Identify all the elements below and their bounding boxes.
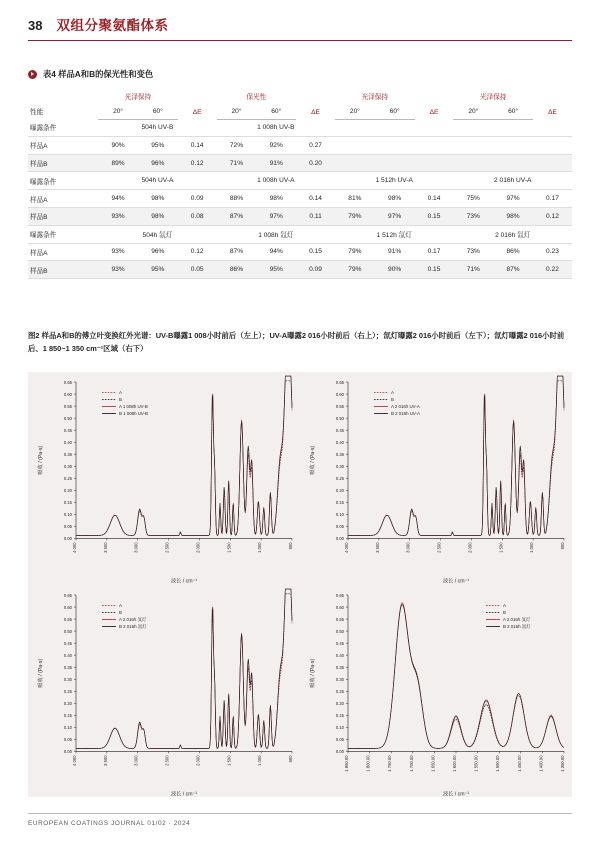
svg-text:1 000: 1 000 [529, 542, 535, 553]
cell: 98% [138, 190, 178, 208]
chart-xenon-2016h-zoom [300, 585, 572, 798]
svg-text:0.15: 0.15 [63, 712, 72, 718]
condition-0-0: 504h UV-B [98, 119, 216, 136]
row-label-2-0: 样品A [28, 243, 98, 261]
cell: 79% [335, 207, 375, 225]
svg-text:0.40: 0.40 [63, 652, 72, 658]
svg-text:0.45: 0.45 [335, 427, 344, 433]
cell: 95% [256, 261, 296, 279]
svg-text:500: 500 [288, 542, 293, 550]
table-condition-row [28, 172, 572, 190]
condition-2-2: 1 512h 氙灯 [335, 225, 453, 243]
cell: 97% [256, 207, 296, 225]
svg-text:0.00: 0.00 [335, 536, 344, 542]
svg-text:0.55: 0.55 [63, 616, 72, 622]
svg-text:0.40: 0.40 [335, 439, 344, 445]
cell: 79% [335, 261, 375, 279]
page-header [28, 14, 572, 41]
chart-svg-xenon [28, 585, 300, 798]
svg-text:吸收 / (Pa·s): 吸收 / (Pa·s) [38, 658, 44, 688]
page-footer [28, 813, 572, 827]
gloss-retention-table [28, 88, 572, 279]
arrow-bullet-icon [28, 70, 37, 79]
svg-text:2 500: 2 500 [164, 542, 170, 553]
svg-text:0.25: 0.25 [63, 688, 72, 694]
footer-text: EUROPEAN COATINGS JOURNAL 01/02 · 2024 [28, 820, 191, 827]
svg-text:3 500: 3 500 [102, 542, 108, 553]
svg-text:0.30: 0.30 [63, 464, 72, 470]
cell: 95% [138, 261, 178, 279]
svg-text:0.20: 0.20 [63, 488, 72, 494]
table-condition-row [28, 225, 572, 243]
svg-text:0.20: 0.20 [335, 700, 344, 706]
svg-text:0.20: 0.20 [63, 700, 72, 706]
angle-1-c: 60° [375, 105, 415, 119]
condition-label-1: 曝露条件 [28, 172, 98, 190]
angle-1-b: 60° [256, 105, 296, 119]
svg-text:2 000: 2 000 [195, 542, 201, 553]
row-label-1-1: 样品B [28, 207, 98, 225]
svg-text:B 2 016h UV-A: B 2 016h UV-A [391, 411, 421, 417]
cell: 0.20 [296, 154, 335, 172]
svg-text:500: 500 [288, 754, 293, 762]
svg-text:1 650.00: 1 650.00 [430, 754, 436, 772]
table-row [28, 136, 572, 154]
cell: 0.22 [533, 261, 572, 279]
svg-text:0.55: 0.55 [335, 403, 344, 409]
svg-text:0.05: 0.05 [63, 736, 72, 742]
cell: 97% [493, 190, 533, 208]
svg-text:0.60: 0.60 [63, 604, 72, 610]
cell: 0.27 [296, 136, 335, 154]
row-label-0-1: 样品B [28, 154, 98, 172]
svg-text:0.65: 0.65 [63, 379, 72, 385]
svg-text:3 000: 3 000 [133, 754, 139, 766]
group-header-4: 光泽保持 [361, 94, 388, 102]
svg-text:3 500: 3 500 [374, 542, 380, 553]
cell: 96% [138, 243, 178, 261]
svg-text:0.25: 0.25 [63, 476, 72, 482]
cell: 0.08 [178, 207, 217, 225]
svg-text:A: A [391, 390, 394, 396]
cell: 86% [217, 261, 257, 279]
table-row [28, 190, 572, 208]
cell: 98% [138, 207, 178, 225]
svg-text:1 500: 1 500 [226, 754, 232, 766]
condition-1-3: 2 016h UV-A [453, 172, 572, 190]
angle-0-d: 20° [453, 105, 493, 119]
svg-text:0.50: 0.50 [63, 628, 72, 634]
svg-text:1 500: 1 500 [226, 542, 232, 553]
cell: 87% [217, 207, 257, 225]
angle-0-b: 20° [217, 105, 257, 119]
cell: 0.12 [178, 154, 217, 172]
condition-0-1: 1 008h UV-B [217, 119, 335, 136]
group-header-1: ΔE [192, 108, 202, 116]
svg-text:A 2 016h 氙灯: A 2 016h 氙灯 [119, 616, 147, 622]
svg-text:0.30: 0.30 [335, 676, 344, 682]
cell: 0.17 [533, 190, 572, 208]
cell: 0.15 [415, 261, 454, 279]
svg-text:A 1 008h UV-B: A 1 008h UV-B [119, 404, 148, 410]
condition-1-1: 1 008h UV-A [217, 172, 335, 190]
svg-text:0.30: 0.30 [335, 464, 344, 470]
svg-text:0.35: 0.35 [63, 451, 72, 457]
svg-text:1 750.00: 1 750.00 [387, 754, 393, 772]
cell: 96% [138, 154, 178, 172]
angle-0-c: 20° [335, 105, 375, 119]
svg-text:0.10: 0.10 [335, 724, 344, 730]
svg-text:3 500: 3 500 [102, 754, 108, 766]
svg-text:0.50: 0.50 [335, 628, 344, 634]
svg-text:A 2 016h UV-A: A 2 016h UV-A [391, 404, 420, 410]
svg-text:0.45: 0.45 [63, 640, 72, 646]
svg-text:4 000: 4 000 [72, 542, 77, 553]
condition-label-0: 曝露条件 [28, 119, 98, 136]
cell: 0.17 [415, 243, 454, 261]
svg-text:0.15: 0.15 [335, 500, 344, 506]
cell: 0.05 [178, 261, 217, 279]
angle-0-a: 20° [98, 105, 138, 119]
col-property: 性能 [30, 108, 44, 116]
chart-svg-uv-b [28, 372, 300, 585]
cell: 79% [335, 243, 375, 261]
svg-text:2 000: 2 000 [195, 754, 201, 766]
cell: 89% [98, 154, 138, 172]
condition-1-2: 1 512h UV-A [335, 172, 453, 190]
condition-2-3: 2 016h 氙灯 [453, 225, 572, 243]
svg-text:3 000: 3 000 [133, 542, 139, 553]
svg-text:0.35: 0.35 [335, 664, 344, 670]
svg-text:0.05: 0.05 [335, 524, 344, 530]
svg-text:1 850.00: 1 850.00 [344, 754, 349, 772]
svg-text:0.15: 0.15 [335, 712, 344, 718]
svg-text:0.00: 0.00 [335, 748, 344, 754]
svg-text:0.20: 0.20 [335, 488, 344, 494]
cell: 0.23 [533, 243, 572, 261]
page-title: 双组分聚氨酯体系 [56, 18, 169, 33]
svg-text:波长 / cm⁻¹: 波长 / cm⁻¹ [442, 790, 470, 797]
cell: 87% [493, 261, 533, 279]
cell: 91% [375, 243, 415, 261]
svg-text:1 450.00: 1 450.00 [516, 754, 522, 772]
svg-text:B: B [119, 397, 122, 403]
svg-text:B: B [119, 609, 122, 615]
page-number: 38 [28, 18, 43, 33]
chart-xenon-2016h [28, 585, 300, 798]
svg-text:0.25: 0.25 [335, 688, 344, 694]
table-condition-row [28, 119, 572, 136]
svg-text:1 800.00: 1 800.00 [365, 754, 371, 772]
chart-svg-uv-a [300, 372, 572, 585]
svg-text:0.65: 0.65 [335, 379, 344, 385]
svg-text:0.15: 0.15 [63, 500, 72, 506]
svg-text:吸收 / (Pa·s): 吸收 / (Pa·s) [38, 445, 44, 475]
svg-text:3 000: 3 000 [405, 542, 411, 553]
condition-label-2: 曝露条件 [28, 225, 98, 243]
table-caption-text: 表4 样品A和B的保光性和变色 [43, 69, 154, 79]
cell: 71% [217, 154, 257, 172]
svg-text:0.45: 0.45 [63, 427, 72, 433]
svg-text:1 000: 1 000 [257, 542, 263, 553]
cell: 0.15 [415, 207, 454, 225]
svg-text:2 000: 2 000 [467, 542, 473, 553]
cell: 81% [335, 190, 375, 208]
svg-text:1 550.00: 1 550.00 [473, 754, 479, 772]
cell: 0.11 [296, 207, 335, 225]
svg-text:0.00: 0.00 [63, 748, 72, 754]
chart-uv-a-2016h [300, 372, 572, 585]
row-label-2-1: 样品B [28, 261, 98, 279]
cell: 93% [98, 243, 138, 261]
cell: 97% [375, 207, 415, 225]
svg-text:0.10: 0.10 [63, 724, 72, 730]
cell: 86% [493, 243, 533, 261]
angle-1-a: 60° [138, 105, 178, 119]
chart-uv-b-1008h [28, 372, 300, 585]
svg-text:0.60: 0.60 [335, 391, 344, 397]
svg-text:A: A [503, 602, 506, 608]
svg-text:0.25: 0.25 [335, 476, 344, 482]
table-row [28, 243, 572, 261]
svg-text:波长 / cm⁻¹: 波长 / cm⁻¹ [170, 578, 198, 585]
group-header-6: 光泽保持 [480, 94, 507, 102]
cell: 71% [453, 261, 493, 279]
row-label-0-0: 样品A [28, 136, 98, 154]
row-label-1-0: 样品A [28, 190, 98, 208]
svg-text:0.60: 0.60 [63, 391, 72, 397]
cell: 98% [493, 207, 533, 225]
cell: 73% [453, 243, 493, 261]
svg-text:500: 500 [560, 542, 565, 550]
svg-text:1 000: 1 000 [257, 754, 263, 766]
svg-text:0.40: 0.40 [63, 439, 72, 445]
svg-text:0.10: 0.10 [63, 512, 72, 518]
svg-text:0.35: 0.35 [335, 451, 344, 457]
cell: 91% [256, 154, 296, 172]
cell: 93% [98, 207, 138, 225]
svg-text:0.60: 0.60 [335, 604, 344, 610]
svg-text:0.45: 0.45 [335, 640, 344, 646]
svg-text:吸收 / (Pa·s): 吸收 / (Pa·s) [310, 445, 316, 475]
condition-2-0: 504h 氙灯 [98, 225, 216, 243]
cell: 72% [217, 136, 257, 154]
svg-text:1 500.00: 1 500.00 [495, 754, 501, 772]
cell: 0.14 [178, 136, 217, 154]
svg-text:波长 / cm⁻¹: 波长 / cm⁻¹ [442, 578, 470, 585]
cell: 0.12 [533, 207, 572, 225]
svg-text:吸收 / (Pa·s): 吸收 / (Pa·s) [310, 658, 316, 688]
svg-text:波长 / cm⁻¹: 波长 / cm⁻¹ [170, 790, 198, 797]
cell: 94% [98, 190, 138, 208]
table-row [28, 261, 572, 279]
svg-text:1 400.00: 1 400.00 [538, 754, 544, 772]
svg-text:0.40: 0.40 [335, 652, 344, 658]
condition-2-1: 1 008h 氙灯 [217, 225, 335, 243]
group-header-5: ΔE [429, 108, 439, 116]
svg-text:1 350.00: 1 350.00 [560, 754, 565, 772]
table-row [28, 207, 572, 225]
cell: 0.09 [178, 190, 217, 208]
cell: 0.14 [415, 190, 454, 208]
group-header-0: 光泽保持 [124, 94, 152, 102]
svg-text:0.05: 0.05 [63, 524, 72, 530]
cell: 90% [98, 136, 138, 154]
table-group-header-row [28, 88, 572, 105]
cell: 93% [98, 261, 138, 279]
cell: 0.14 [296, 190, 335, 208]
cell: 0.12 [178, 243, 217, 261]
angle-1-d: 60° [493, 105, 533, 119]
cell: 75% [453, 190, 493, 208]
svg-text:A 2 016h 氙灯: A 2 016h 氙灯 [503, 616, 531, 622]
cell: 90% [375, 261, 415, 279]
svg-text:1 700.00: 1 700.00 [408, 754, 414, 772]
svg-text:A: A [119, 602, 122, 608]
cell: 92% [256, 136, 296, 154]
cell: 98% [375, 190, 415, 208]
table-caption [28, 68, 153, 80]
figure-panel [28, 372, 572, 797]
svg-text:1 500: 1 500 [498, 542, 504, 553]
svg-text:0.55: 0.55 [335, 616, 344, 622]
cell: 94% [256, 243, 296, 261]
svg-text:0.35: 0.35 [63, 664, 72, 670]
svg-text:1 600.00: 1 600.00 [452, 754, 457, 772]
svg-text:0.55: 0.55 [63, 403, 72, 409]
cell: 87% [217, 243, 257, 261]
cell: 88% [217, 190, 257, 208]
cell: 73% [453, 207, 493, 225]
svg-text:2 500: 2 500 [164, 754, 170, 766]
svg-text:0.00: 0.00 [63, 536, 72, 542]
svg-text:0.50: 0.50 [63, 415, 72, 421]
svg-text:0.65: 0.65 [63, 592, 72, 598]
group-header-7: ΔE [548, 108, 557, 116]
chart-svg-xenon-zoom [300, 585, 572, 798]
svg-text:4 000: 4 000 [344, 542, 349, 553]
svg-text:B: B [391, 397, 394, 403]
svg-text:0.65: 0.65 [335, 592, 344, 598]
cell: 95% [138, 136, 178, 154]
table-row [28, 154, 572, 172]
group-header-3: ΔE [311, 108, 320, 116]
cell: 98% [256, 190, 296, 208]
condition-1-0: 504h UV-A [98, 172, 216, 190]
svg-text:B: B [503, 609, 506, 615]
svg-text:4 000: 4 000 [72, 754, 77, 766]
svg-text:2 500: 2 500 [436, 542, 442, 553]
svg-text:0.30: 0.30 [63, 676, 72, 682]
svg-text:B 1 008h UV-B: B 1 008h UV-B [119, 411, 149, 417]
cell: 0.09 [296, 261, 335, 279]
svg-text:0.05: 0.05 [335, 736, 344, 742]
cell: 0.15 [296, 243, 335, 261]
group-header-2: 保光性 [246, 94, 267, 102]
svg-text:0.50: 0.50 [335, 415, 344, 421]
figure-caption: 图2 样品A和B的傅立叶变换红外光谱：UV-B曝露1 008小时前后（左上）；UV-A曝露2 016小时前后（右上）；氙灯曝露2 016小时前后（左下）；氙灯曝露2 016小时前后、1 850~1 350 cm⁻¹区域（右下） [28, 331, 565, 353]
svg-text:0.10: 0.10 [335, 512, 344, 518]
svg-text:B 2 016h 氙灯: B 2 016h 氙灯 [119, 623, 147, 629]
svg-text:B 2 016h 氙灯: B 2 016h 氙灯 [503, 623, 531, 629]
svg-text:A: A [119, 390, 122, 396]
